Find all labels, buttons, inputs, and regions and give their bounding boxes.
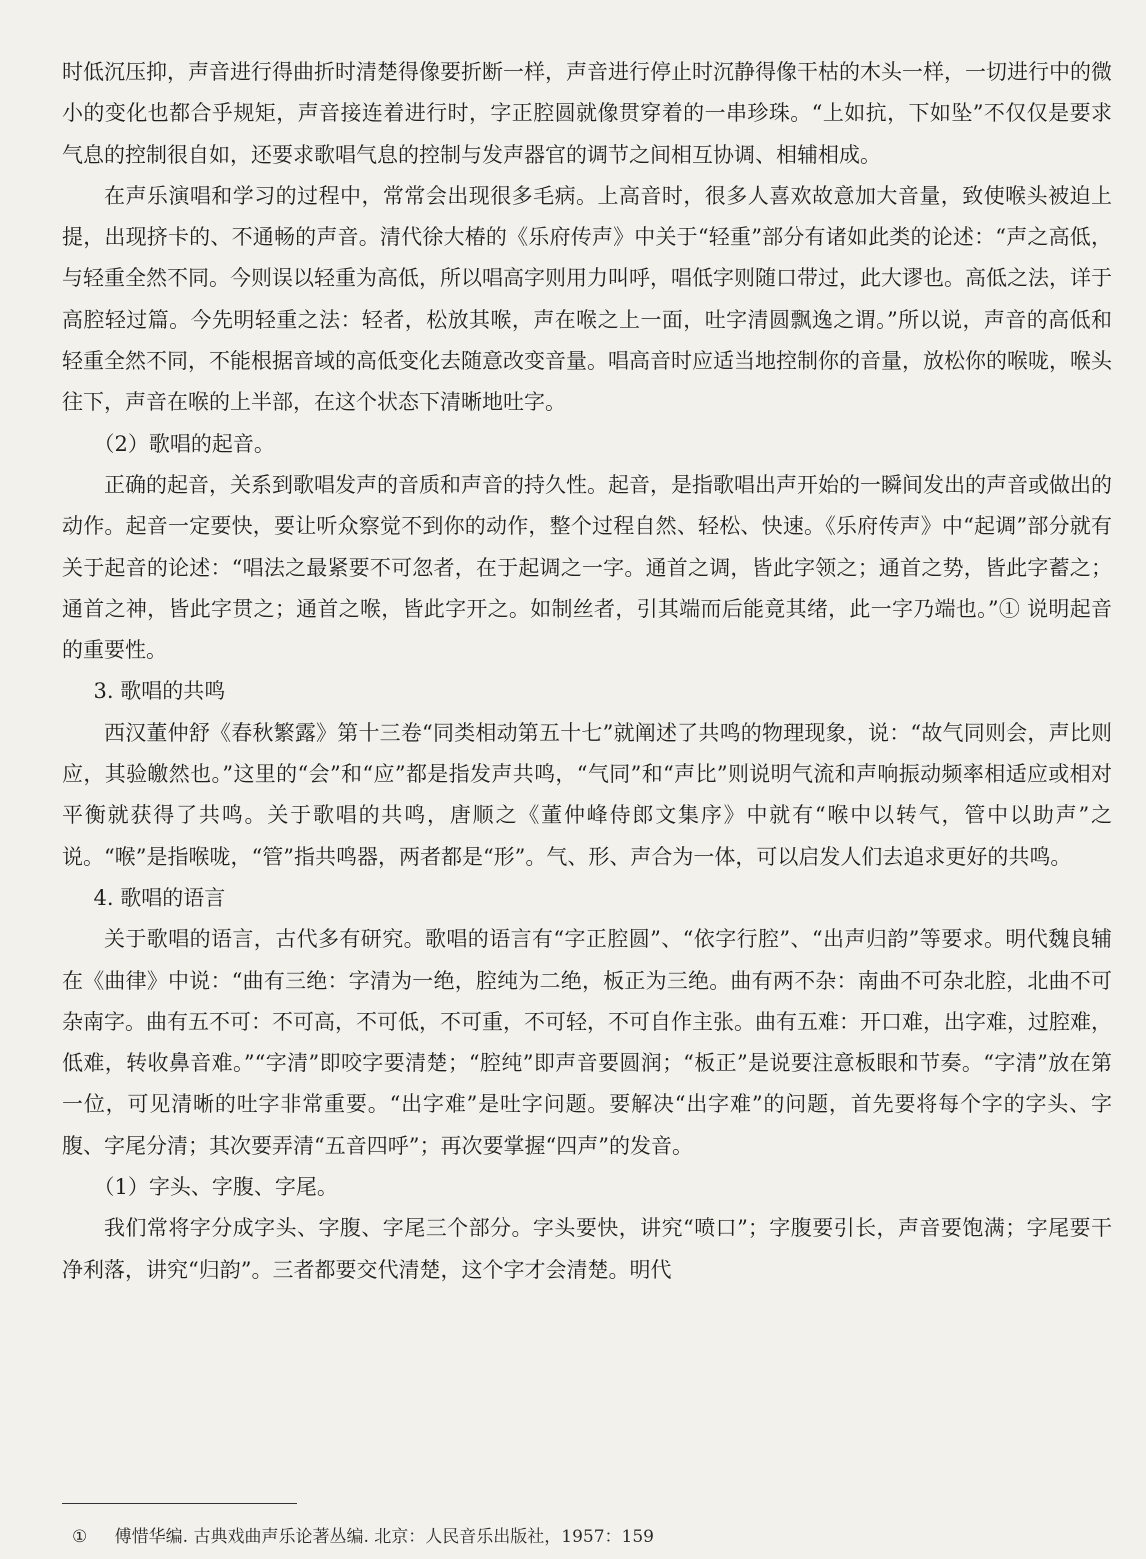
section-heading-resonance: 3. 歌唱的共鸣 bbox=[93, 679, 226, 704]
paragraph-1: 时低沉压抑，声音进行得曲折时清楚得像要折断一样，声音进行停止时沉静得像干枯的木头一样，一切进行中的微小的变化也都合乎规矩，声音接连着进行时，字正腔圆就像贯穿着的一串珍珠。“上如抗，下如坠”不仅仅是要求气息的控制很自如，还要求歌唱气息的控制与发声器官的调节之间相互协调、相辅相成。 bbox=[62, 60, 1112, 167]
footnote-text: 傅惜华编. 古典戏曲声乐论著丛编. 北京：人民音乐出版社，1957：159 bbox=[114, 1527, 654, 1547]
footnote bbox=[72, 1524, 1112, 1550]
section-heading-language: 4. 歌唱的语言 bbox=[93, 885, 226, 910]
paragraph-4: 西汉董仲舒《春秋繁露》第十三卷“同类相动第五十七”就阐述了共鸣的物理现象，说：“故气同则会，声比则应，其验皦然也。”这里的“会”和“应”都是指发声共鸣，“气同”和“声比”则说明气流和声响振动频率相适应或相对平衡就获得了共鸣。关于歌唱的共鸣，唐顺之《董仲峰侍郎文集序》中就有“喉中以转气，管中以助声”之说。“喉”是指喉咙，“管”指共鸣器，两者都是“形”。气、形、声合为一体，可以启发人们去追求更好的共鸣。 bbox=[62, 720, 1112, 869]
footnote-marker: ① bbox=[72, 1527, 88, 1547]
subheading-attack: （2）歌唱的起音。 bbox=[93, 431, 275, 456]
paragraph-2: 在声乐演唱和学习的过程中，常常会出现很多毛病。上高音时，很多人喜欢故意加大音量，致使喉头被迫上提，出现挤卡的、不通畅的声音。清代徐大椿的《乐府传声》中关于“轻重”部分有诸如此类的论述：“声之高低，与轻重全然不同。今则误以轻重为高低，所以唱高字则用力叫呼，唱低字则随口带过，此大谬也。高低之法，详于高腔轻过篇。今先明轻重之法：轻者，松放其喉，声在喉之上一面，吐字清圆飘逸之谓。”所以说，声音的高低和轻重全然不同，不能根据音域的高低变化去随意改变音量。唱高音时应适当地控制你的音量，放松你的喉咙，喉头往下，声音在喉的上半部，在这个状态下清晰地吐字。 bbox=[62, 183, 1112, 415]
footnote-divider bbox=[62, 1503, 297, 1504]
page-body bbox=[62, 52, 1112, 1291]
subheading-character-parts: （1）字头、字腹、字尾。 bbox=[93, 1175, 338, 1200]
paragraph-3: 正确的起音，关系到歌唱发声的音质和声音的持久性。起音，是指歌唱出声开始的一瞬间发出的声音或做出的动作。起音一定要快，要让听众察觉不到你的动作，整个过程自然、轻松、快速。《乐府传声》中“起调”部分就有关于起音的论述：“唱法之最紧要不可忽者，在于起调之一字。通首之调，皆此字领之；通首之势，皆此字蓄之；通首之神，皆此字贯之；通首之喉，皆此字开之。如制丝者，引其端而后能竟其绪，此一字乃端也。”① 说明起音的重要性。 bbox=[62, 472, 1112, 663]
paragraph-6: 我们常将字分成字头、字腹、字尾三个部分。字头要快，讲究“喷口”；字腹要引长，声音要饱满；字尾要干净利落，讲究“归韵”。三者都要交代清楚，这个字才会清楚。明代 bbox=[62, 1216, 1112, 1282]
paragraph-5: 关于歌唱的语言，古代多有研究。歌唱的语言有“字正腔圆”、“依字行腔”、“出声归韵”等要求。明代魏良辅在《曲律》中说：“曲有三绝：字清为一绝，腔纯为二绝，板正为三绝。曲有两不杂：南曲不可杂北腔，北曲不可杂南字。曲有五不可：不可高，不可低，不可重，不可轻，不可自作主张。曲有五难：开口难，出字难，过腔难，低难，转收鼻音难。”“字清”即咬字要清楚；“腔纯”即声音要圆润；“板正”是说要注意板眼和节奏。“字清”放在第一位，可见清晰的吐字非常重要。“出字难”是吐字问题。要解决“出字难”的问题，首先要将每个字的字头、字腹、字尾分清；其次要弄清“五音四呼”；再次要掌握“四声”的发音。 bbox=[62, 927, 1112, 1158]
